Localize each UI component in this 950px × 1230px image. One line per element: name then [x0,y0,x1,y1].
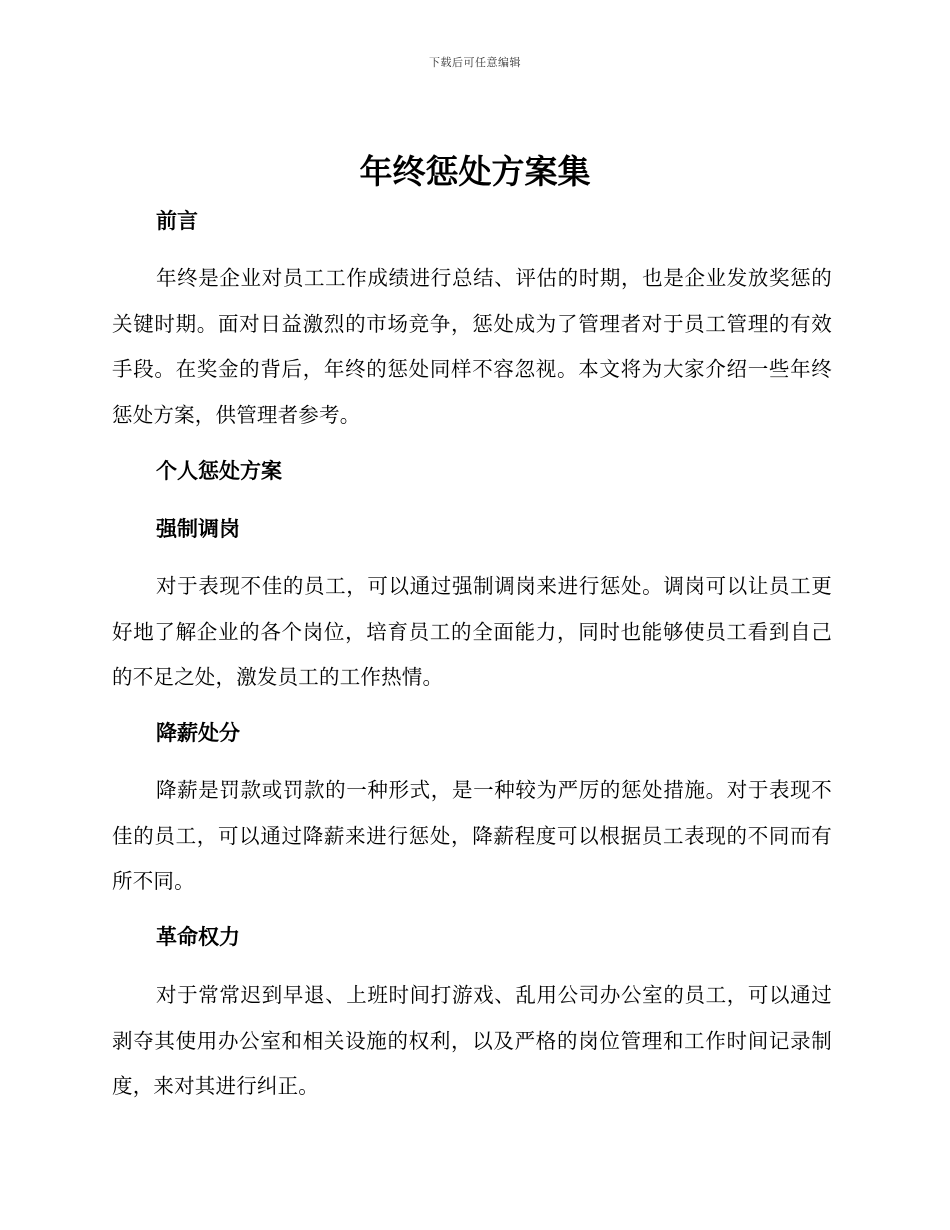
section-paragraph-revoke-privileges: 对于常常迟到早退、上班时间打游戏、乱用公司办公室的员工，可以通过剥夺其使用办公室和相关设施的权利，以及严格的岗位管理和工作时间记录制度，来对其进行纠正。 [112,983,832,1098]
section-heading-preface: 前言 [156,209,198,233]
document-title: 年终惩处方案集 [359,152,591,191]
section-heading-salary-reduction: 降薪处分 [156,721,240,745]
section-heading-personal-penalties: 个人惩处方案 [156,459,282,483]
section-paragraph-preface: 年终是企业对员工工作成绩进行总结、评估的时期，也是企业发放奖惩的关键时期。面对日益激烈的市场竞争，惩处成为了管理者对于员工管理的有效手段。在奖金的背后，年终的惩处同样不容忽视。本文将为大家介绍一些年终惩处方案，供管理者参考。 [112,266,832,427]
section-heading-forced-transfer: 强制调岗 [156,517,240,541]
page-header-note: 下载后可任意编辑 [429,56,521,69]
section-paragraph-forced-transfer: 对于表现不佳的员工，可以通过强制调岗来进行惩处。调岗可以让员工更好地了解企业的各个岗位，培育员工的全面能力，同时也能够使员工看到自己的不足之处，激发员工的工作热情。 [112,574,832,689]
section-paragraph-salary-reduction: 降薪是罚款或罚款的一种形式，是一种较为严厉的惩处措施。对于表现不佳的员工，可以通过降薪来进行惩处，降薪程度可以根据员工表现的不同而有所不同。 [112,778,832,893]
section-heading-revoke-privileges: 革命权力 [156,925,240,949]
